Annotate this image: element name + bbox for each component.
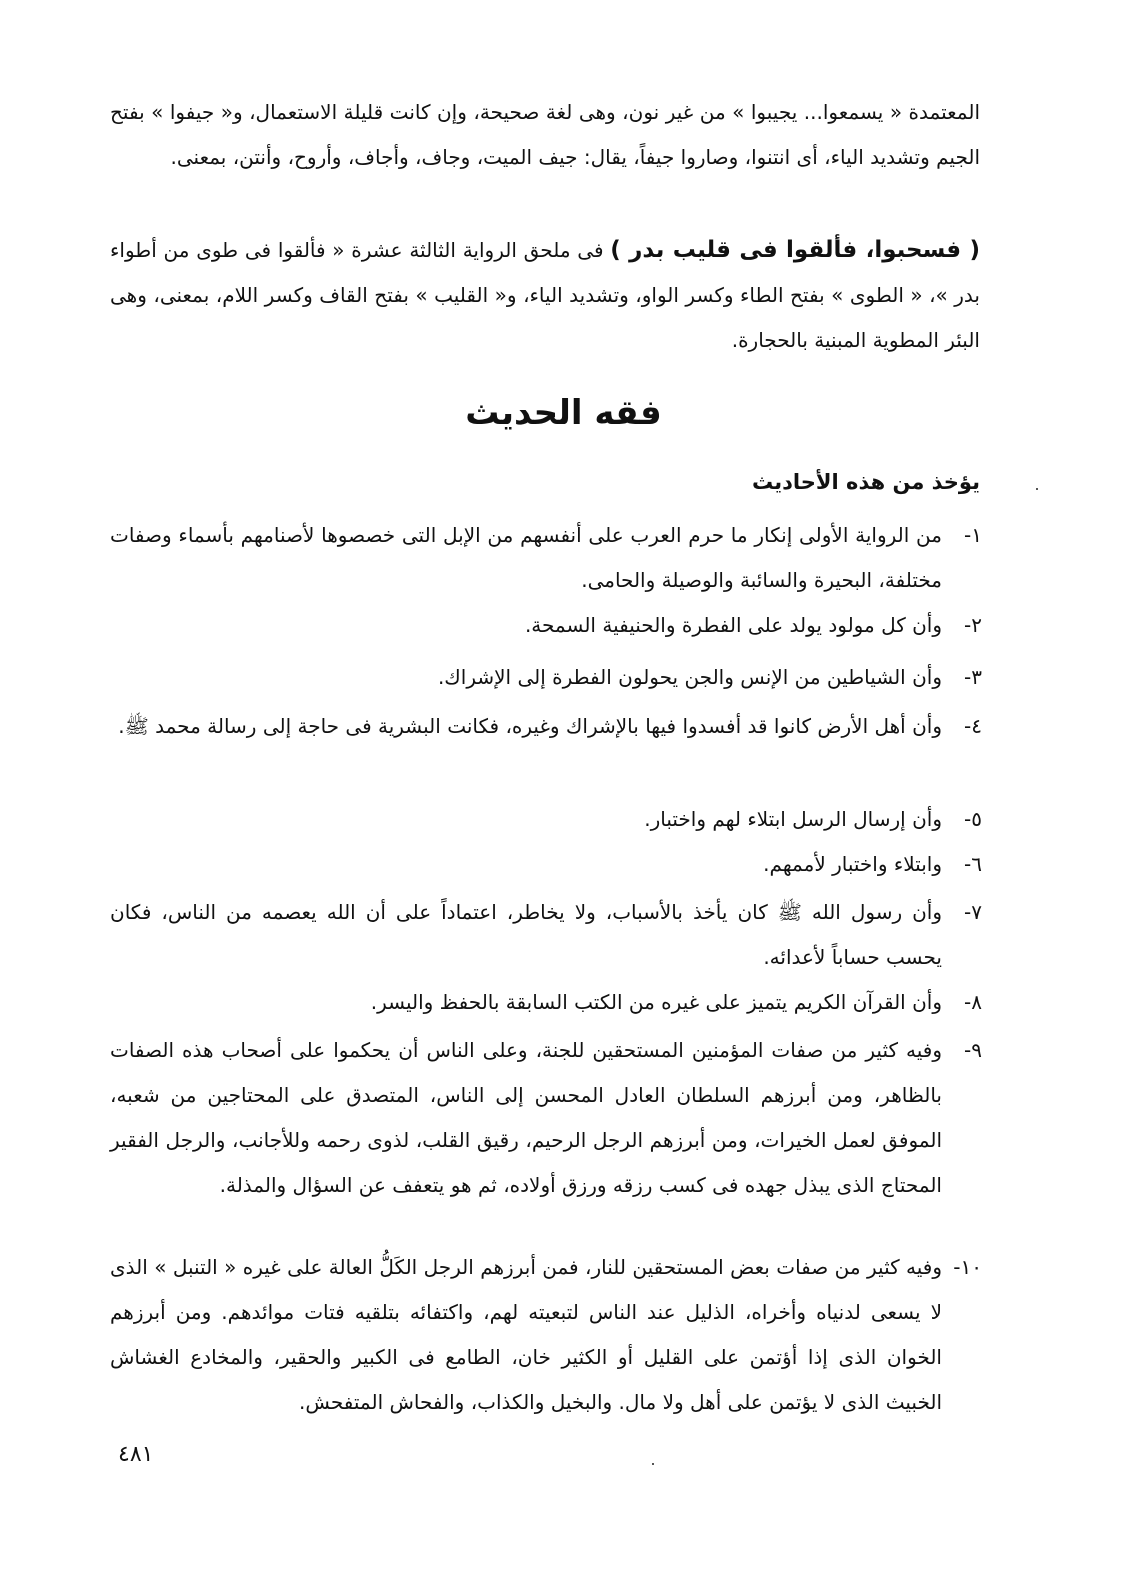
item-number: ٤- xyxy=(964,714,982,738)
item-text: وفيه كثير من صفات بعض المستحقين للنار، فمن أبرزهم الرجل الكَلُّ العالة على غيره « التنبل » الذى لا يسعى لدنياه وأخراه، الذليل عند الناس لتبعيته لهم، واكتفائه بتلقيه فتات موائدهم. ومن أبرزهم الخوان الذى إذا أؤتمن على القليل أو الكثير خان، الطامع فى الكبير والحقير، والمخادع الغشاش الخبيث الذى لا يؤتمن على أهل ولا مال. والبخيل والكذاب، والفحاش المتفحش. xyxy=(110,1255,942,1414)
list-item xyxy=(110,1028,982,1208)
list-item xyxy=(110,603,982,648)
item-text: وابتلاء واختبار لأممهم. xyxy=(763,852,942,876)
item-number: ٩- xyxy=(964,1038,982,1062)
item-number: ٢- xyxy=(964,613,982,637)
page-number: ٤٨١ xyxy=(118,1442,154,1467)
item-text: وأن كل مولود يولد على الفطرة والحنيفية السمحة. xyxy=(524,613,942,637)
bold-quote: ( فسحبوا، فألقوا فى قليب بدر ) xyxy=(610,237,981,263)
list-item xyxy=(110,842,982,887)
list-item xyxy=(110,890,982,980)
item-text: من الرواية الأولى إنكار ما حرم العرب على أنفسهم من الإبل التى خصصوها لأصنامهم بأسماء وصفات مختلفة، البحيرة والسائبة والوصيلة والحامى. xyxy=(110,523,942,592)
item-text: وأن إرسال الرسل ابتلاء لهم واختبار. xyxy=(644,807,942,831)
intro-paragraph-2 xyxy=(110,228,980,363)
item-number: ١- xyxy=(964,523,982,547)
item-number: ٧- xyxy=(964,900,982,924)
scan-speck xyxy=(652,1463,654,1465)
list-item xyxy=(110,513,982,603)
item-number: ٦- xyxy=(964,852,982,876)
section-title: فقه الحديث xyxy=(465,393,662,433)
item-text: وأن الشياطين من الإنس والجن يحولون الفطرة إلى الإشراك. xyxy=(437,665,942,689)
item-number: ١٠- xyxy=(953,1255,982,1279)
list-item xyxy=(110,1245,982,1425)
item-text: وأن رسول الله ﷺ كان يأخذ بالأسباب، ولا يخاطر، اعتماداً على أن الله يعصمه من الناس، فكان يحسب حساباً لأعدائه. xyxy=(110,900,942,969)
item-text: وأن القرآن الكريم يتميز على غيره من الكتب السابقة بالحفظ واليسر. xyxy=(370,990,942,1014)
list-item xyxy=(110,704,982,749)
item-number: ٥- xyxy=(964,807,982,831)
item-text: وأن أهل الأرض كانوا قد أفسدوا فيها بالإشراك وغيره، فكانت البشرية فى حاجة إلى رسالة محمد ﷺ. xyxy=(118,714,942,738)
section-intro: يؤخذ من هذه الأحاديث xyxy=(752,470,980,494)
list-item xyxy=(110,980,982,1025)
item-number: ٣- xyxy=(964,665,982,689)
list-item xyxy=(110,797,982,842)
item-text: وفيه كثير من صفات المؤمنين المستحقين للجنة، وعلى الناس أن يحكموا على أصحاب هذه الصفات بالظاهر، ومن أبرزهم السلطان العادل المحسن إلى الناس، المتصدق على المحتاجين من شعبه، الموفق لعمل الخيرات، ومن أبرزهم الرجل الرحيم، رقيق القلب، لذوى رحمه وللأجانب، والرجل الفقير المحتاج الذى يبذل جهده فى كسب رزقه ورزق أولاده، ثم هو يتعفف عن السؤال والمذلة. xyxy=(110,1038,942,1197)
scan-speck xyxy=(1036,488,1038,490)
item-number: ٨- xyxy=(964,990,982,1014)
paragraph-text: فى ملحق الرواية الثالثة عشرة « فألقوا فى طوى من أطواء بدر »، « الطوى » بفتح الطاء وكسر الواو، وتشديد الياء، و« القليب » بفتح القاف وكسر اللام، بمعنى، وهى البئر المطوية المبنية بالحجارة. xyxy=(110,238,980,352)
list-item xyxy=(110,655,982,700)
intro-paragraph-1: المعتمدة « يسمعوا... يجيبوا » من غير نون، وهى لغة صحيحة، وإن كانت قليلة الاستعمال، و« جيفوا » بفتح الجيم وتشديد الياء، أى انتنوا، وصاروا جيفاً، يقال: جيف الميت، وجاف، وأجاف، وأروح، وأنتن، بمعنى. xyxy=(110,100,980,169)
